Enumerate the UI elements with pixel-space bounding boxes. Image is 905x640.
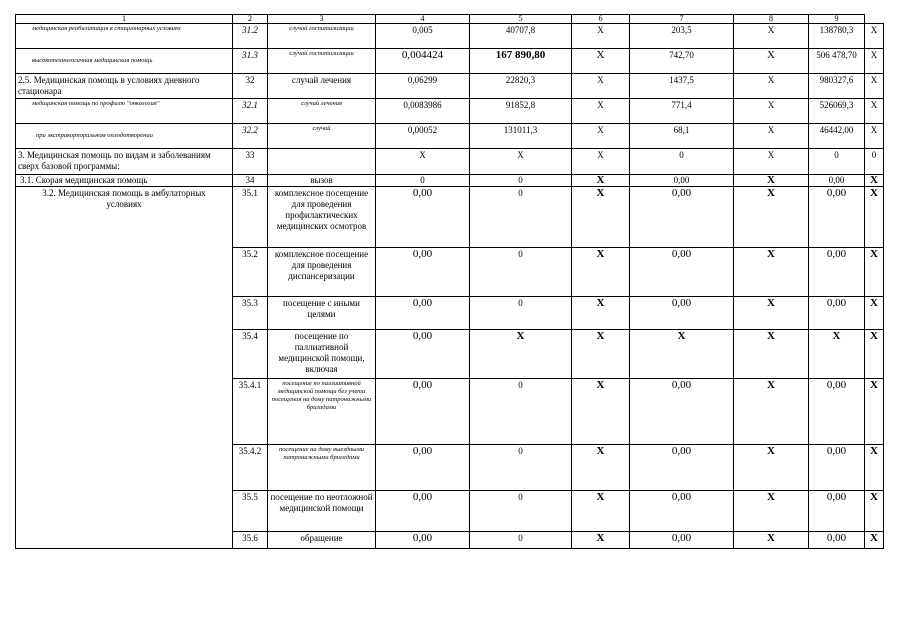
cell-col5: Х <box>572 187 630 248</box>
cell-col8: 0,00 <box>809 297 865 330</box>
header-cell: 1 <box>16 15 233 24</box>
cell-col3: 0,004424 <box>376 49 470 74</box>
header-cell: 7 <box>630 15 734 24</box>
cell-col4: Х <box>470 149 572 175</box>
cell-col8: 0,00 <box>809 248 865 297</box>
cell-col5: Х <box>572 532 630 549</box>
row-unit: посещение по паллиативной медицинской помощи без учета посещения на дому патронажными бригадами <box>268 379 376 445</box>
header-row <box>16 15 884 24</box>
header-cell: 5 <box>470 15 572 24</box>
cell-col8: 526069,3 <box>809 99 865 124</box>
cell-col5: Х <box>572 297 630 330</box>
cell-col9: Х <box>865 491 884 532</box>
cell-col4: 0 <box>470 187 572 248</box>
cell-col7: Х <box>734 175 809 187</box>
cell-col5: Х <box>572 149 630 175</box>
cell-col8: 0,00 <box>809 445 865 491</box>
cell-col6: 0,00 <box>630 175 734 187</box>
cell-col9: Х <box>865 175 884 187</box>
cell-col9: Х <box>865 99 884 124</box>
table-row <box>16 187 884 248</box>
cell-col9: Х <box>865 445 884 491</box>
row-unit: посещение по неотложной медицинской помощи <box>268 491 376 532</box>
header-cell: 9 <box>809 15 865 24</box>
row-unit: случай лечения <box>268 99 376 124</box>
cell-col3: 0,00 <box>376 491 470 532</box>
row-number: 31.2 <box>233 24 268 49</box>
cell-col7: Х <box>734 297 809 330</box>
cell-col9: Х <box>865 74 884 99</box>
cell-col7: Х <box>734 248 809 297</box>
cell-col4: 0 <box>470 532 572 549</box>
cell-col8: 980327,6 <box>809 74 865 99</box>
cell-col6: 0,00 <box>630 187 734 248</box>
cell-col9: Х <box>865 124 884 149</box>
header-cell: 3 <box>268 15 376 24</box>
row-unit: посещение на дому выездными патронажными бригадами <box>268 445 376 491</box>
cell-col6: 68,1 <box>630 124 734 149</box>
cell-col8: 138780,3 <box>809 24 865 49</box>
cell-col5: Х <box>572 124 630 149</box>
cell-col7: Х <box>734 74 809 99</box>
row-number: 35.5 <box>233 491 268 532</box>
cell-col3: 0,00 <box>376 532 470 549</box>
table-row <box>16 74 884 99</box>
cell-col9: Х <box>865 49 884 74</box>
cell-col8: 0 <box>809 149 865 175</box>
cell-col8: 0,00 <box>809 379 865 445</box>
cell-col4: 0 <box>470 379 572 445</box>
row-unit: случай <box>268 124 376 149</box>
cell-col7: Х <box>734 24 809 49</box>
cell-col6: 0,00 <box>630 491 734 532</box>
cell-col7: Х <box>734 187 809 248</box>
row-number: 33 <box>233 149 268 175</box>
row-number: 35.6 <box>233 532 268 549</box>
row-unit: случай госпитализации <box>268 24 376 49</box>
table-row <box>16 99 884 124</box>
cell-col4: 0 <box>470 491 572 532</box>
cell-col8: Х <box>809 330 865 379</box>
cell-col4: 0 <box>470 445 572 491</box>
row-number: 35.4 <box>233 330 268 379</box>
cell-col6: 0,00 <box>630 532 734 549</box>
row-unit: случай лечения <box>268 74 376 99</box>
cell-col3: Х <box>376 149 470 175</box>
cell-col3: 0,005 <box>376 24 470 49</box>
row-number: 34 <box>233 175 268 187</box>
group-name: 3.2. Медицинская помощь в амбулаторных условиях <box>16 187 233 549</box>
cell-col4: 0 <box>470 175 572 187</box>
row-name: 2.5. Медицинская помощь в условиях дневного стационара <box>16 74 233 99</box>
row-name: высокотехнологичная медицинская помощь <box>16 49 233 74</box>
data-table <box>15 14 884 549</box>
cell-col3: 0,06299 <box>376 74 470 99</box>
row-unit: случай госпитализации <box>268 49 376 74</box>
cell-col8: 506 478,70 <box>809 49 865 74</box>
cell-col3: 0,00 <box>376 379 470 445</box>
cell-col5: Х <box>572 330 630 379</box>
cell-col7: Х <box>734 49 809 74</box>
row-number: 35.1 <box>233 187 268 248</box>
cell-col6: 0,00 <box>630 379 734 445</box>
cell-col9: Х <box>865 532 884 549</box>
cell-col8: 0,00 <box>809 532 865 549</box>
cell-col4: 91852,8 <box>470 99 572 124</box>
cell-col8: 46442,00 <box>809 124 865 149</box>
cell-col7: Х <box>734 330 809 379</box>
cell-col6: 742,70 <box>630 49 734 74</box>
cell-col3: 0,00 <box>376 330 470 379</box>
row-number: 32.2 <box>233 124 268 149</box>
cell-col6: 771,4 <box>630 99 734 124</box>
row-number: 35.4.2 <box>233 445 268 491</box>
cell-col9: Х <box>865 24 884 49</box>
header-cell: 8 <box>734 15 809 24</box>
row-number: 32 <box>233 74 268 99</box>
table-row <box>16 175 884 187</box>
cell-col8: 0,00 <box>809 187 865 248</box>
cell-col5: Х <box>572 379 630 445</box>
cell-col7: Х <box>734 379 809 445</box>
cell-col8: 0,00 <box>809 175 865 187</box>
cell-col7: Х <box>734 99 809 124</box>
cell-col3: 0,00 <box>376 297 470 330</box>
cell-col9: 0 <box>865 149 884 175</box>
cell-col9: Х <box>865 330 884 379</box>
cell-col4: 0 <box>470 248 572 297</box>
cell-col4: 131011,3 <box>470 124 572 149</box>
cell-col3: 0 <box>376 175 470 187</box>
cell-col6: Х <box>630 330 734 379</box>
cell-col3: 0,00 <box>376 248 470 297</box>
cell-col7: Х <box>734 445 809 491</box>
cell-col6: 1437,5 <box>630 74 734 99</box>
cell-col5: Х <box>572 49 630 74</box>
header-cell: 2 <box>233 15 268 24</box>
table-row <box>16 24 884 49</box>
cell-col5: Х <box>572 445 630 491</box>
cell-col5: Х <box>572 491 630 532</box>
row-name: 3.1. Скорая медицинская помощь <box>16 175 233 187</box>
table-row <box>16 149 884 175</box>
cell-col4: 40707,8 <box>470 24 572 49</box>
cell-col9: Х <box>865 248 884 297</box>
cell-col4: 0 <box>470 297 572 330</box>
cell-col9: Х <box>865 297 884 330</box>
row-unit: вызов <box>268 175 376 187</box>
cell-col6: 0,00 <box>630 297 734 330</box>
row-number: 35.4.1 <box>233 379 268 445</box>
row-name: медицинская помощь по профилю "онкология" <box>16 99 233 124</box>
row-unit: посещение по паллиативной медицинской помощи, включая <box>268 330 376 379</box>
cell-col3: 0,0083986 <box>376 99 470 124</box>
row-unit: обращение <box>268 532 376 549</box>
cell-col4: 22820,3 <box>470 74 572 99</box>
cell-col5: Х <box>572 248 630 297</box>
row-name: 3. Медицинская помощь по видам и заболеваниям сверх базовой программы: <box>16 149 233 175</box>
row-name: при экстракорпоральном оплодотворении <box>16 124 233 149</box>
cell-col5: Х <box>572 175 630 187</box>
cell-col3: 0,00 <box>376 445 470 491</box>
row-number: 31.3 <box>233 49 268 74</box>
row-unit: комплексное посещение для проведения диспансеризации <box>268 248 376 297</box>
row-name: медицинская реабилитация в стационарных условиях <box>16 24 233 49</box>
row-number: 35.3 <box>233 297 268 330</box>
cell-col8: 0,00 <box>809 491 865 532</box>
row-number: 32.1 <box>233 99 268 124</box>
cell-col7: Х <box>734 532 809 549</box>
cell-col5: Х <box>572 24 630 49</box>
cell-col3: 0,00052 <box>376 124 470 149</box>
row-number: 35.2 <box>233 248 268 297</box>
cell-col4: Х <box>470 330 572 379</box>
table-row <box>16 49 884 74</box>
row-unit: посещение с иными целями <box>268 297 376 330</box>
header-cell: 4 <box>376 15 470 24</box>
cell-col6: 203,5 <box>630 24 734 49</box>
row-unit <box>268 149 376 175</box>
cell-col3: 0,00 <box>376 187 470 248</box>
table-row <box>16 124 884 149</box>
row-unit: комплексное посещение для проведения профилактических медицинских осмотров <box>268 187 376 248</box>
header-cell: 6 <box>572 15 630 24</box>
cell-col7: Х <box>734 149 809 175</box>
cell-col4: 167 890,80 <box>470 49 572 74</box>
cell-col6: 0,00 <box>630 445 734 491</box>
cell-col6: 0 <box>630 149 734 175</box>
cell-col9: Х <box>865 379 884 445</box>
cell-col5: Х <box>572 74 630 99</box>
cell-col9: Х <box>865 187 884 248</box>
cell-col5: Х <box>572 99 630 124</box>
cell-col7: Х <box>734 491 809 532</box>
cell-col6: 0,00 <box>630 248 734 297</box>
cell-col7: Х <box>734 124 809 149</box>
